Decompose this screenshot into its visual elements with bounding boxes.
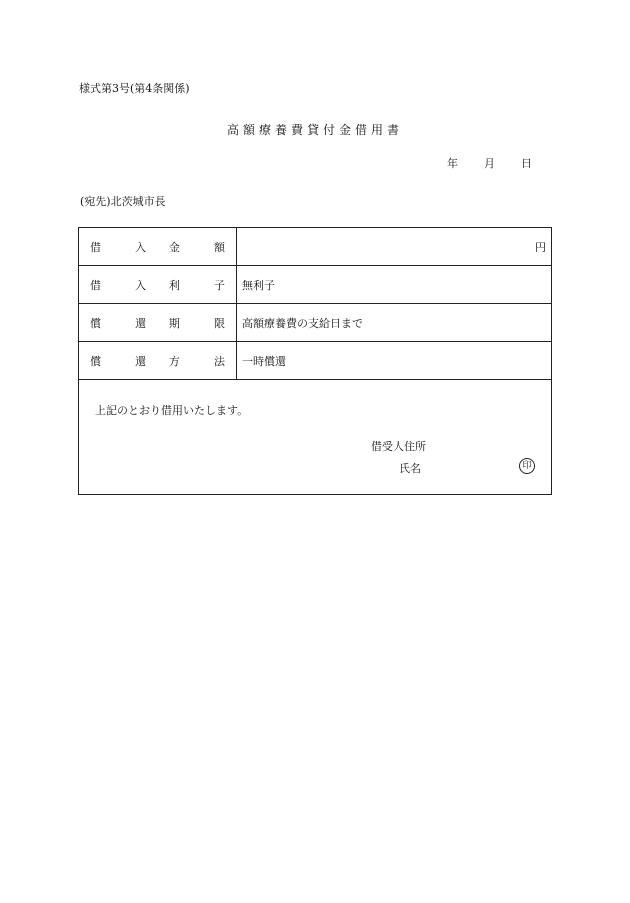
- date-day: 日: [521, 157, 532, 170]
- label-char: 利: [168, 278, 180, 292]
- label-char: 入: [135, 278, 147, 292]
- label-char: 還: [135, 316, 147, 330]
- label-char: 法: [214, 354, 225, 368]
- row-repayment-method: [79, 342, 551, 380]
- label-char: 償: [90, 316, 101, 330]
- seal-icon: 印: [519, 458, 535, 474]
- row-loan-amount: [79, 228, 551, 266]
- row-repayment-deadline: [79, 304, 551, 342]
- label-repayment-method: [79, 342, 237, 379]
- borrower-address-label[interactable]: 借受人住所: [371, 440, 426, 453]
- label-interest: [79, 266, 237, 303]
- label-char: 子: [214, 278, 225, 292]
- date-line: [447, 155, 532, 171]
- label-char: 方: [168, 354, 180, 368]
- label-char: 額: [214, 240, 225, 254]
- value-repayment-method: 一時償還: [242, 354, 286, 368]
- borrower-name-label[interactable]: 氏名: [399, 462, 421, 475]
- addressee: (宛先)北茨城市長: [80, 195, 166, 208]
- date-year: 年: [447, 157, 458, 170]
- loan-form-table: [78, 227, 552, 495]
- label-char: 償: [90, 354, 101, 368]
- value-loan-amount[interactable]: 円: [535, 240, 546, 254]
- label-loan-amount: [79, 228, 237, 265]
- row-interest: [79, 266, 551, 304]
- document-title: 高額療養費貸付金借用書: [226, 123, 403, 137]
- declaration-section: [79, 380, 551, 494]
- label-char: 入: [135, 240, 147, 254]
- declaration-statement: 上記のとおり借用いたします。: [95, 404, 249, 417]
- label-char: 限: [214, 316, 225, 330]
- label-char: 期: [168, 316, 180, 330]
- date-month: 月: [484, 157, 495, 170]
- label-repayment-deadline: [79, 304, 237, 341]
- label-char: 借: [90, 240, 101, 254]
- label-char: 還: [135, 354, 147, 368]
- label-char: 借: [90, 278, 101, 292]
- form-code: 様式第3号(第4条関係): [79, 82, 190, 95]
- value-repayment-deadline: 高額療養費の支給日まで: [242, 316, 363, 330]
- label-char: 金: [168, 240, 180, 254]
- value-interest: 無利子: [242, 278, 275, 292]
